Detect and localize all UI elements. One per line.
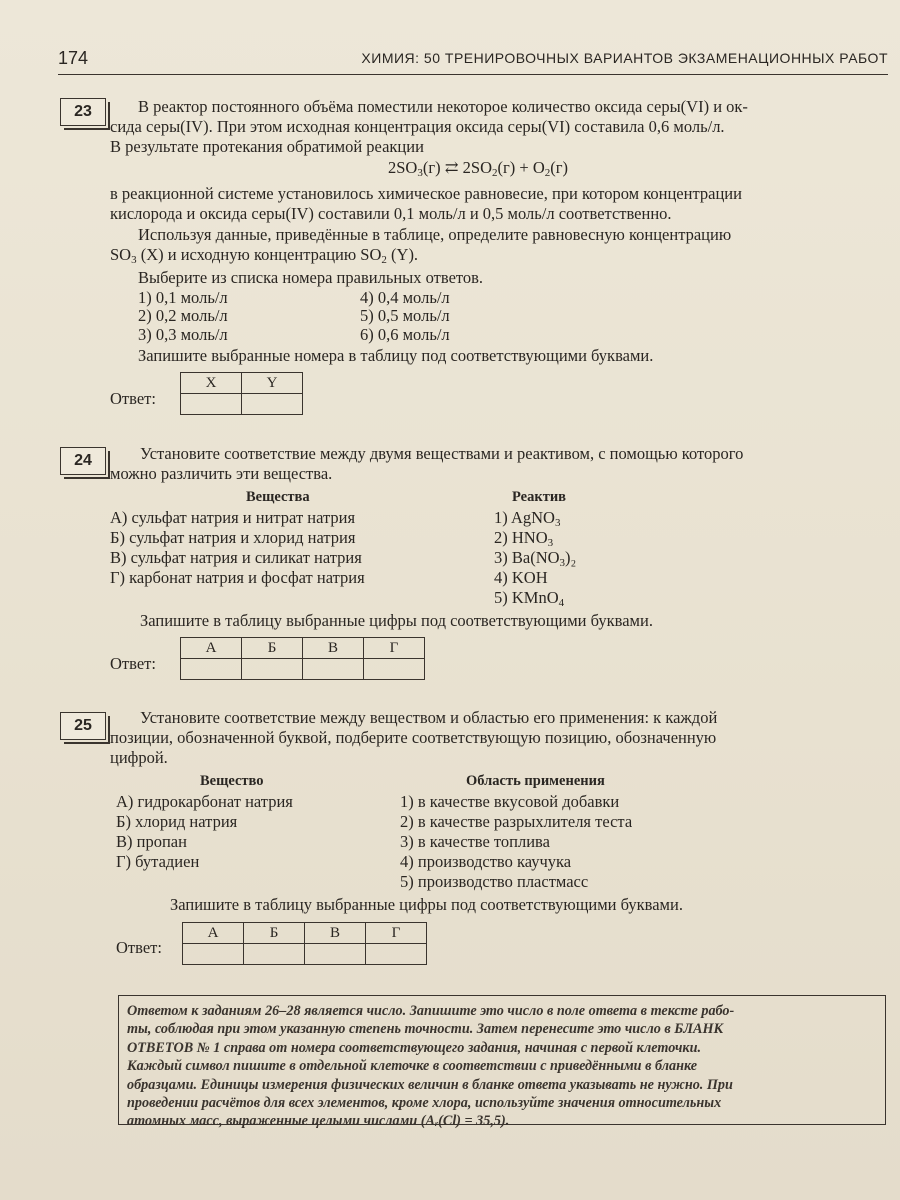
instructions-line: ты, соблюдая при этом указанную степень точности. Затем перенесите это число в БЛАНК	[127, 1021, 724, 1038]
task-24-head-reagent: Реактив	[512, 489, 567, 505]
task-24-reagent-2: 2) $HNO_3$	[494, 528, 554, 549]
page-header	[58, 44, 888, 75]
task-23-text-line-7: $SO_3$ (X) и исходную концентрацию $SO_2$ (Y).	[110, 245, 419, 266]
task-24-text-line-2: можно различить эти вещества.	[110, 464, 333, 483]
task-25-application-4: 4) производство каучука	[400, 852, 572, 871]
task-25-text-line-3: цифрой.	[110, 748, 168, 767]
task-24-reagent-3: 3) $Ba(NO_3)_2$	[494, 548, 577, 569]
task-24-reagent-1: 1) AgNO$_3$	[494, 508, 561, 529]
task-25-application-3: 3) в качестве топлива	[400, 832, 550, 851]
answer-header-a: А	[183, 923, 244, 944]
answer-cell-b[interactable]	[244, 944, 305, 965]
task-23-answer-table	[180, 372, 303, 415]
task-23-number: 23	[60, 98, 106, 126]
answer-header-b: Б	[242, 638, 303, 659]
task-23-option-3: 3) 0,3 моль/л	[138, 325, 228, 344]
task-25-text-line-2: позиции, обозначенной буквой, подберите соответствующую позицию, обозначенную	[110, 728, 717, 747]
task-25-head-application: Область применения	[466, 773, 605, 789]
answer-cell-g[interactable]	[364, 659, 425, 680]
task-25-application-1: 1) в качестве вкусовой добавки	[400, 792, 620, 811]
task-25-substance-b: Б) хлорид натрия	[116, 812, 238, 831]
task-24-reagent-4: 4) KOH	[494, 568, 548, 587]
task-23-text-line-4: в реакционной системе установилось химическое равновесие, при котором концентрации	[110, 184, 742, 203]
instructions-line: проведении расчётов для всех элементов, кроме хлора, используйте значения относительных	[127, 1095, 722, 1112]
task-24-write: Запишите в таблицу выбранные цифры под соответствующими буквами.	[140, 611, 653, 630]
task-23-choose: Выберите из списка номера правильных ответов.	[138, 268, 484, 287]
task-23-text-line-6: Используя данные, приведённые в таблице, определите равновесную концентрацию	[138, 225, 732, 244]
task-25-write: Запишите в таблицу выбранные цифры под соответствующими буквами.	[170, 895, 683, 914]
instructions-line: Каждый символ пишите в отдельной клеточке в соответствии с приведёнными в бланке	[127, 1058, 698, 1075]
task-24-substance-v: В) сульфат натрия и силикат натрия	[110, 548, 362, 567]
task-23-option-4: 4) 0,4 моль/л	[360, 288, 450, 307]
answer-cell-v[interactable]	[305, 944, 366, 965]
instructions-line: Ответом к заданиям 26–28 является число. Запишите это число в поле ответа в тексте рабо-	[127, 1003, 735, 1019]
task-23-text-line-3: В результате протекания обратимой реакции	[110, 137, 424, 156]
task-23-option-1: 1) 0,1 моль/л	[138, 288, 228, 307]
task-24-reagent-5: 5) KMnO$_4$	[494, 588, 565, 609]
task-25-substance-a: А) гидрокарбонат натрия	[116, 792, 293, 811]
task-24-number: 24	[60, 447, 106, 475]
answer-cell-a[interactable]	[181, 659, 242, 680]
answer-header-x: X	[181, 373, 242, 394]
task-24-text-line-1: Установите соответствие между двумя веществами и реактивом, с помощью которого	[140, 444, 744, 463]
task-24-answer-table	[180, 637, 425, 680]
answer-cell-b[interactable]	[242, 659, 303, 680]
answer-header-y: Y	[242, 373, 303, 394]
task-23-answer-label: Ответ:	[110, 389, 156, 408]
task-23-text-line-5: кислорода и оксида серы(IV) составили 0,1 моль/л и 0,5 моль/л соответственно.	[110, 204, 672, 223]
task-24-substance-b: Б) сульфат натрия и хлорид натрия	[110, 528, 356, 547]
task-25-head-substance: Вещество	[200, 773, 264, 789]
task-23-option-2: 2) 0,2 моль/л	[138, 306, 228, 325]
task-23-option-5: 5) 0,5 моль/л	[360, 306, 450, 325]
answer-header-v: В	[305, 923, 366, 944]
answer-header-v: В	[303, 638, 364, 659]
answer-cell-y[interactable]	[242, 394, 303, 415]
instructions-line: образцами. Единицы измерения физических величин в бланке ответа указывать не нужно. При	[127, 1076, 733, 1093]
answer-header-b: Б	[244, 923, 305, 944]
answer-header-g: Г	[366, 923, 427, 944]
task-23-option-6: 6) 0,6 моль/л	[360, 325, 450, 344]
task-25-substance-v: В) пропан	[116, 832, 187, 851]
task-25-application-5: 5) производство пластмасс	[400, 872, 589, 891]
task-25-application-2: 2) в качестве разрыхлителя теста	[400, 812, 633, 831]
task-24-substance-g: Г) карбонат натрия и фосфат натрия	[110, 568, 365, 587]
task-24-substance-a: А) сульфат натрия и нитрат натрия	[110, 508, 356, 527]
task-25-text-line-1: Установите соответствие между веществом и областью его применения: к каждой	[140, 708, 718, 727]
task-25-number: 25	[60, 712, 106, 740]
reaction-equation: $2SO_3(г)$ ⇄ $2SO_2(г) + O_2(г)$	[388, 158, 569, 179]
instructions-line: ОТВЕТОВ № 1 справа от номера соответствующего задания, начиная с первой клеточки.	[127, 1039, 702, 1056]
page-number: 174	[58, 48, 89, 68]
instructions-line: атомных масс, выраженные целыми числами (Aᵣ(Cl) = 35,5).	[127, 1113, 510, 1130]
task-25-answer-label: Ответ:	[116, 938, 162, 957]
running-title: ХИМИЯ: 50 ТРЕНИРОВОЧНЫХ ВАРИАНТОВ ЭКЗАМЕНАЦИОННЫХ РАБОТ	[361, 50, 888, 66]
answer-cell-v[interactable]	[303, 659, 364, 680]
task-23-write: Запишите выбранные номера в таблицу под соответствующими буквами.	[138, 346, 654, 365]
instructions-box	[118, 995, 886, 1130]
task-25-answer-table	[182, 922, 427, 965]
answer-cell-x[interactable]	[181, 394, 242, 415]
task-23-text-line-2: сида серы(IV). При этом исходная концентрация оксида серы(VI) составила 0,6 моль/л.	[110, 117, 725, 136]
answer-cell-a[interactable]	[183, 944, 244, 965]
task-24-head-substances: Вещества	[246, 489, 310, 505]
answer-cell-g[interactable]	[366, 944, 427, 965]
task-25-substance-g: Г) бутадиен	[116, 852, 200, 871]
answer-header-a: А	[181, 638, 242, 659]
task-24-answer-label: Ответ:	[110, 654, 156, 673]
task-23-text-line-1: В реактор постоянного объёма поместили некоторое количество оксида серы(VI) и ок-	[138, 97, 748, 116]
answer-header-g: Г	[364, 638, 425, 659]
